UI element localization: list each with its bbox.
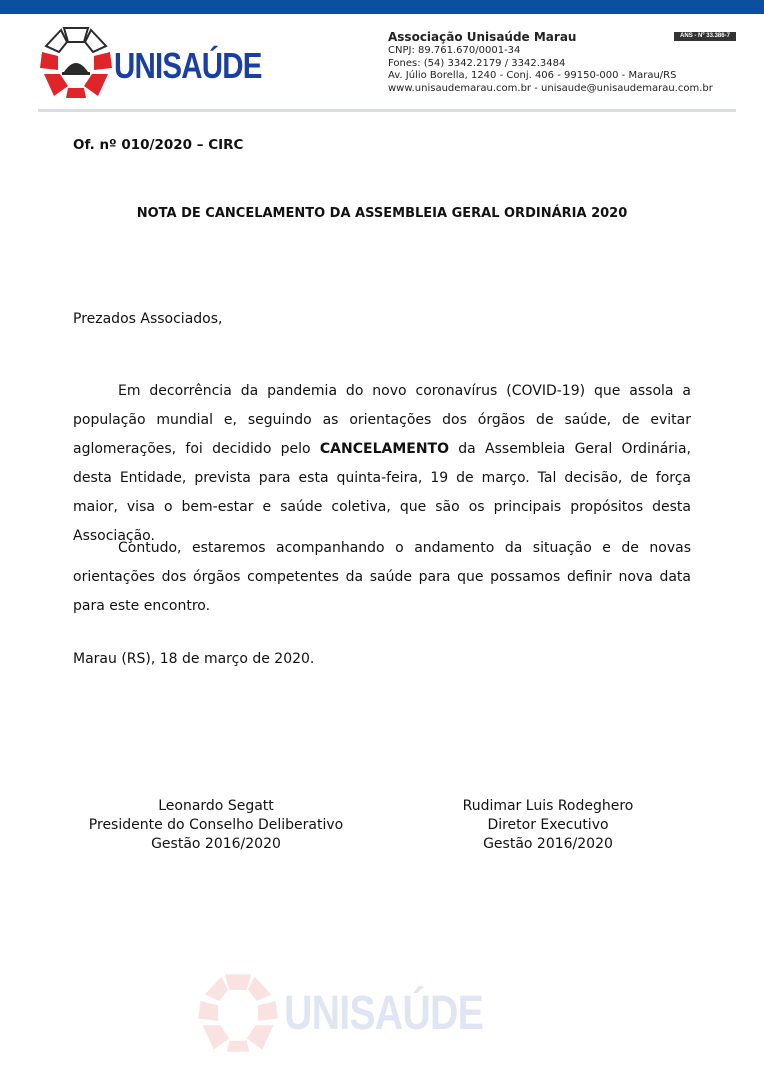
letterhead (38, 24, 736, 108)
logo-emblem-icon (38, 24, 114, 100)
signer-role: Diretor Executivo (487, 817, 609, 833)
paragraph-1 (73, 377, 691, 551)
signer-name: Rudimar Luis Rodeghero (462, 798, 634, 814)
paragraph-2: Contudo, estaremos acompanhando o andamento da situação e de novas orientações dos órgãos competentes da saúde para que possamos definir nova data para este encontro. (73, 540, 691, 614)
ans-badge: ANS - Nº 33.386-7 (674, 32, 736, 41)
letter-reference: Of. nº 010/2020 – CIRC (73, 137, 244, 153)
place-and-date: Marau (RS), 18 de março de 2020. (73, 651, 315, 667)
signer-role: Presidente do Conselho Deliberativo (88, 817, 344, 833)
paragraph-1-emphasis: CANCELAMENTO (319, 441, 449, 457)
address-text: Av. Júlio Borella, 1240 - Conj. 406 - 99150-000 - Marau/RS (388, 70, 677, 81)
watermark-wordmark: UNISAÚDE (284, 987, 484, 1040)
contact-text: www.unisaudemarau.com.br - unisaude@unisaudemarau.com.br (388, 82, 713, 94)
paragraph-1-end: da Assembleia Geral Ordinária, desta Entidade, prevista para esta quinta-feira, 19 de março. Tal decisão, de força maior, visa o bem-estar e saúde coletiva, que são os principais propósitos desta Associação. (73, 441, 691, 544)
signer-term: Gestão 2016/2020 (151, 836, 281, 852)
header-divider (38, 109, 736, 112)
signer-name: Leonardo Segatt (158, 798, 274, 814)
paragraph-1-start: Em decorrência da pandemia do novo coronavírus (COVID-19) que assola a população mundial e, seguindo as orientações dos órgãos de saúde, de evitar aglomerações, foi decidido pelo (73, 383, 691, 457)
phones-text: Fones: (54) 3342.2179 / 3342.3484 (388, 57, 566, 69)
watermark-emblem-icon (196, 970, 280, 1054)
organization-name: Associação Unisaúde Marau (388, 30, 577, 44)
signer-term: Gestão 2016/2020 (483, 836, 613, 852)
signature-block-president (66, 797, 366, 854)
letter-title: NOTA DE CANCELAMENTO DA ASSEMBLEIA GERAL ORDINÁRIA 2020 (136, 206, 628, 221)
greeting: Prezados Associados, (73, 311, 223, 327)
watermark-logo (196, 970, 526, 1054)
unisaude-logo (38, 24, 278, 100)
cnpj-text: CNPJ: 89.761.670/0001-34 (388, 45, 521, 56)
organization-info (388, 30, 718, 95)
logo-wordmark: UNISAÚDE (114, 45, 262, 86)
signature-block-director (398, 797, 698, 854)
top-color-bar (0, 0, 764, 14)
